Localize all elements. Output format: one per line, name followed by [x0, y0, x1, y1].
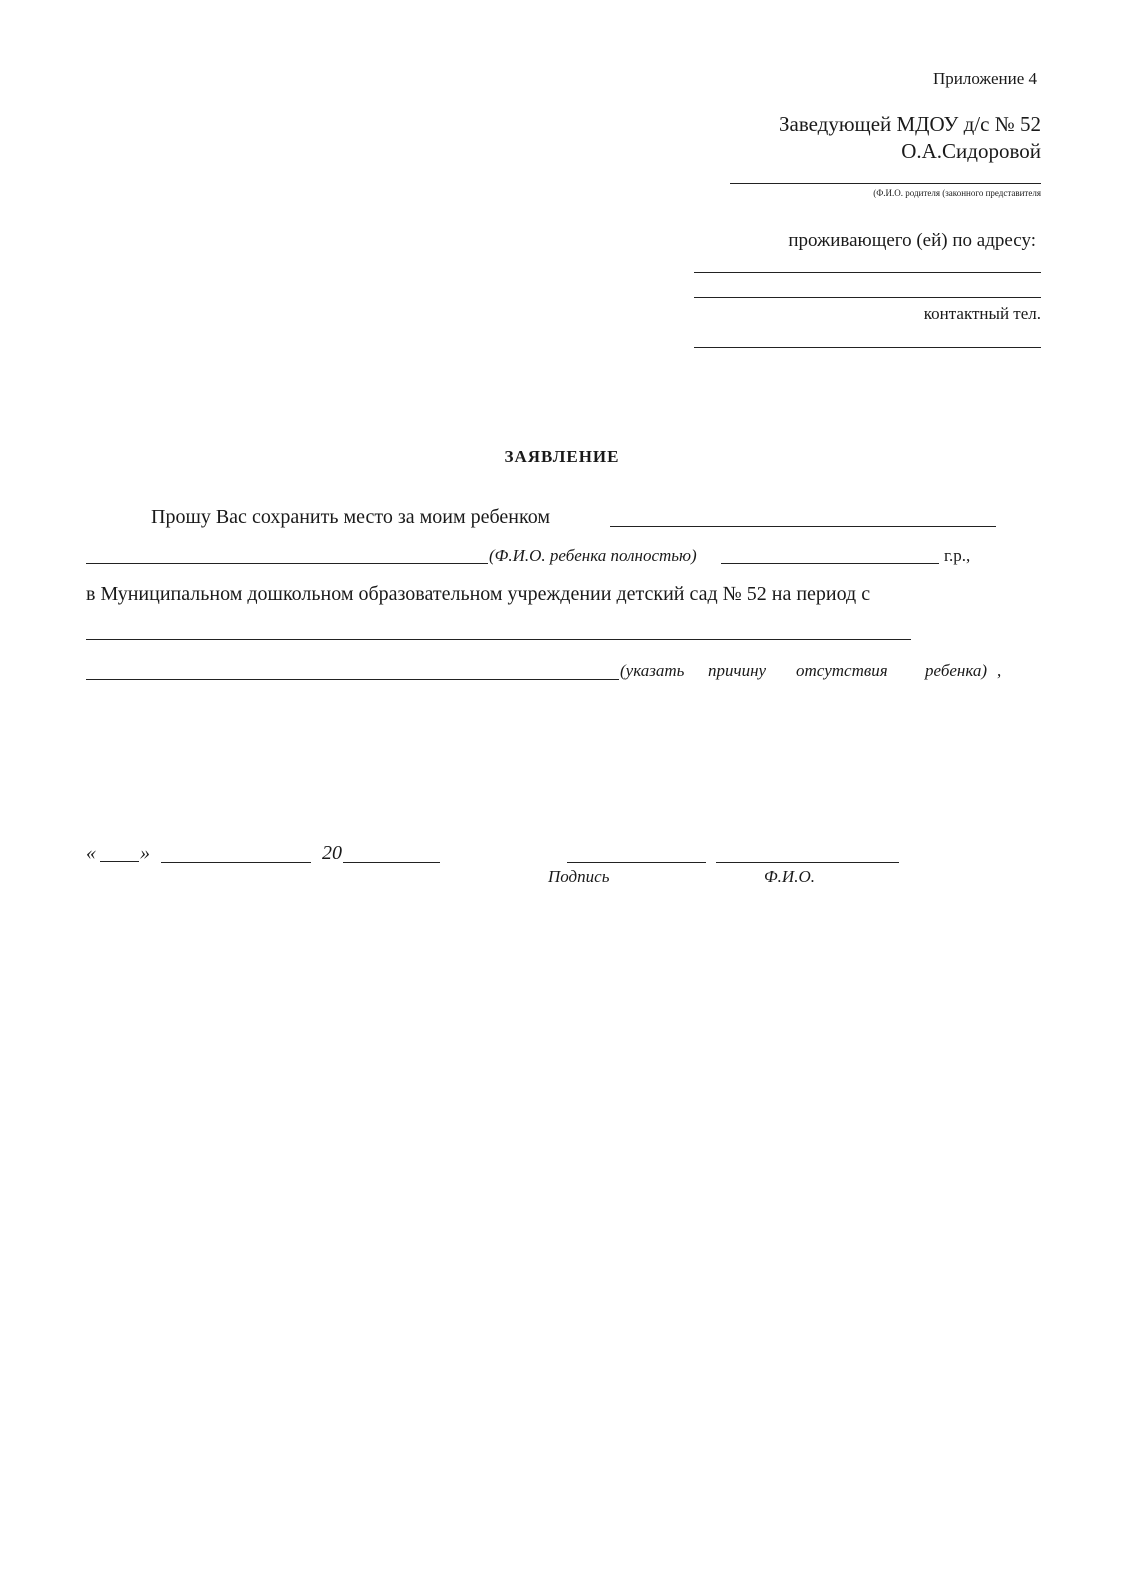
address-line-2[interactable]	[694, 297, 1041, 298]
signature-line[interactable]	[567, 862, 706, 863]
child-name-caption: (Ф.И.О. ребенка полностью)	[489, 546, 697, 565]
address-label: проживающего (ей) по адресу:	[788, 230, 1036, 251]
reason-comma: ,	[997, 661, 1002, 680]
date-quote-open: «	[86, 842, 96, 864]
signer-name-line[interactable]	[716, 862, 899, 863]
reason-line[interactable]	[86, 679, 619, 680]
signer-name-caption: Ф.И.О.	[764, 867, 815, 886]
child-name-line-1[interactable]	[610, 526, 996, 527]
reason-caption-word-4: ребенка)	[925, 661, 988, 680]
period-line[interactable]	[86, 639, 911, 640]
address-line-1[interactable]	[694, 272, 1041, 273]
addressee-position: Заведующей МДОУ д/с № 52	[778, 112, 1041, 136]
reason-caption-word-1: (указать	[620, 661, 685, 680]
child-name-line-2[interactable]	[86, 563, 488, 564]
phone-label: контактный тел.	[923, 304, 1041, 323]
parent-name-caption: (Ф.И.О. родителя (законного представителя	[873, 188, 1041, 198]
reason-caption-word-2: причину	[708, 661, 767, 680]
date-year-line[interactable]	[343, 862, 440, 863]
appendix-label: Приложение 4	[933, 69, 1037, 88]
signature-caption: Подпись	[548, 867, 610, 886]
date-day-line[interactable]	[100, 861, 139, 862]
phone-line[interactable]	[694, 347, 1041, 348]
birth-year-line[interactable]	[721, 563, 939, 564]
date-quote-close: »	[140, 842, 150, 864]
institution-text: в Муниципальном дошкольном образовательном учреждении детский сад № 52 на период с	[86, 583, 871, 605]
birth-year-suffix: г.р.,	[944, 546, 971, 565]
document-title: ЗАЯВЛЕНИЕ	[504, 447, 620, 466]
parent-name-line[interactable]	[730, 183, 1041, 184]
reason-caption-word-3: отсутствия	[796, 661, 888, 680]
date-month-line[interactable]	[161, 862, 311, 863]
date-year-prefix: 20	[322, 842, 342, 864]
request-text: Прошу Вас сохранить место за моим ребенком	[151, 506, 550, 528]
addressee-name: О.А.Сидоровой	[901, 139, 1041, 163]
